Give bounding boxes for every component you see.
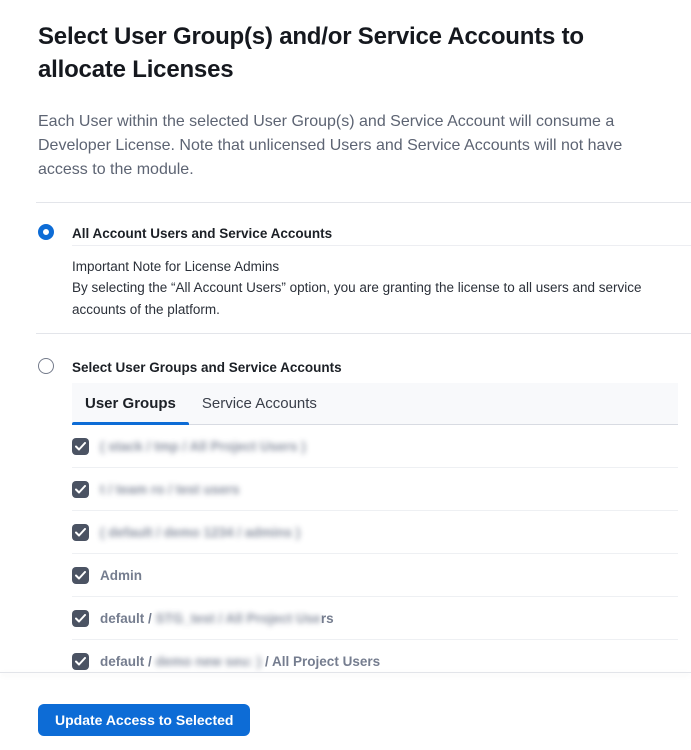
checkbox-checked-icon[interactable] [72,610,89,627]
checkbox-checked-icon[interactable] [72,567,89,584]
radio-all-account-users-label[interactable]: All Account Users and Service Accounts [72,226,333,241]
list-item-label[interactable] [100,439,306,454]
user-groups-list [72,425,678,673]
list-item-label[interactable]: default / STG_test / All Project Users [100,610,334,626]
checkbox-checked-icon[interactable] [72,481,89,498]
redacted-text: ( stack / tmp / All Project Users ) [100,438,306,454]
list-item-label[interactable] [100,525,300,540]
redacted-text: STG_test / All Project Use [155,610,321,626]
page-title: Select User Group(s) and/or Service Accounts to allocate Licenses [38,23,584,83]
list-item[interactable] [72,554,678,597]
radio-select-user-groups[interactable] [38,358,54,374]
radio-all-account-users[interactable] [38,224,54,240]
update-access-button[interactable]: Update Access to Selected [38,704,250,736]
license-note-body: By selecting the “All Account Users” option, you are granting the license to all users and service accounts of the platform. [72,280,642,317]
tab-user-groups-label: User Groups [85,395,176,412]
section-divider-middle [36,333,691,334]
checkbox-checked-icon[interactable] [72,524,89,541]
tabbar [72,383,678,425]
radio-select-user-groups-label[interactable]: Select User Groups and Service Accounts [72,360,342,375]
list-item-label[interactable]: default / demo new seu: ) / All Project Users [100,653,381,669]
license-note-title: Important Note for License Admins [72,259,280,274]
list-item[interactable] [72,511,678,554]
list-item[interactable] [72,425,678,468]
list-item[interactable] [72,468,678,511]
redacted-text: t / team ro / test users [100,481,240,497]
section-divider-top [36,202,691,203]
list-item[interactable] [72,597,678,640]
tab-user-groups[interactable] [72,383,189,424]
checkbox-checked-icon[interactable] [72,653,89,670]
list-item-label[interactable]: Admin [100,567,142,583]
redacted-text: demo new seu: ) [155,653,266,669]
redacted-text: ( default / demo 1234 / admins ) [100,524,301,540]
tab-service-accounts-label: Service Accounts [201,395,317,412]
list-item[interactable] [72,640,678,673]
scroll-area-bottom-edge [0,672,691,673]
checkbox-checked-icon[interactable] [72,438,89,455]
list-item-label[interactable] [100,482,240,497]
tab-service-accounts[interactable] [189,383,330,424]
page-description: Each User within the selected User Group(s) and Service Account will consume a Developer License. Note that unlicensed Users and Service Accounts will not have access to the module. [38,113,623,178]
note-divider [72,245,691,246]
